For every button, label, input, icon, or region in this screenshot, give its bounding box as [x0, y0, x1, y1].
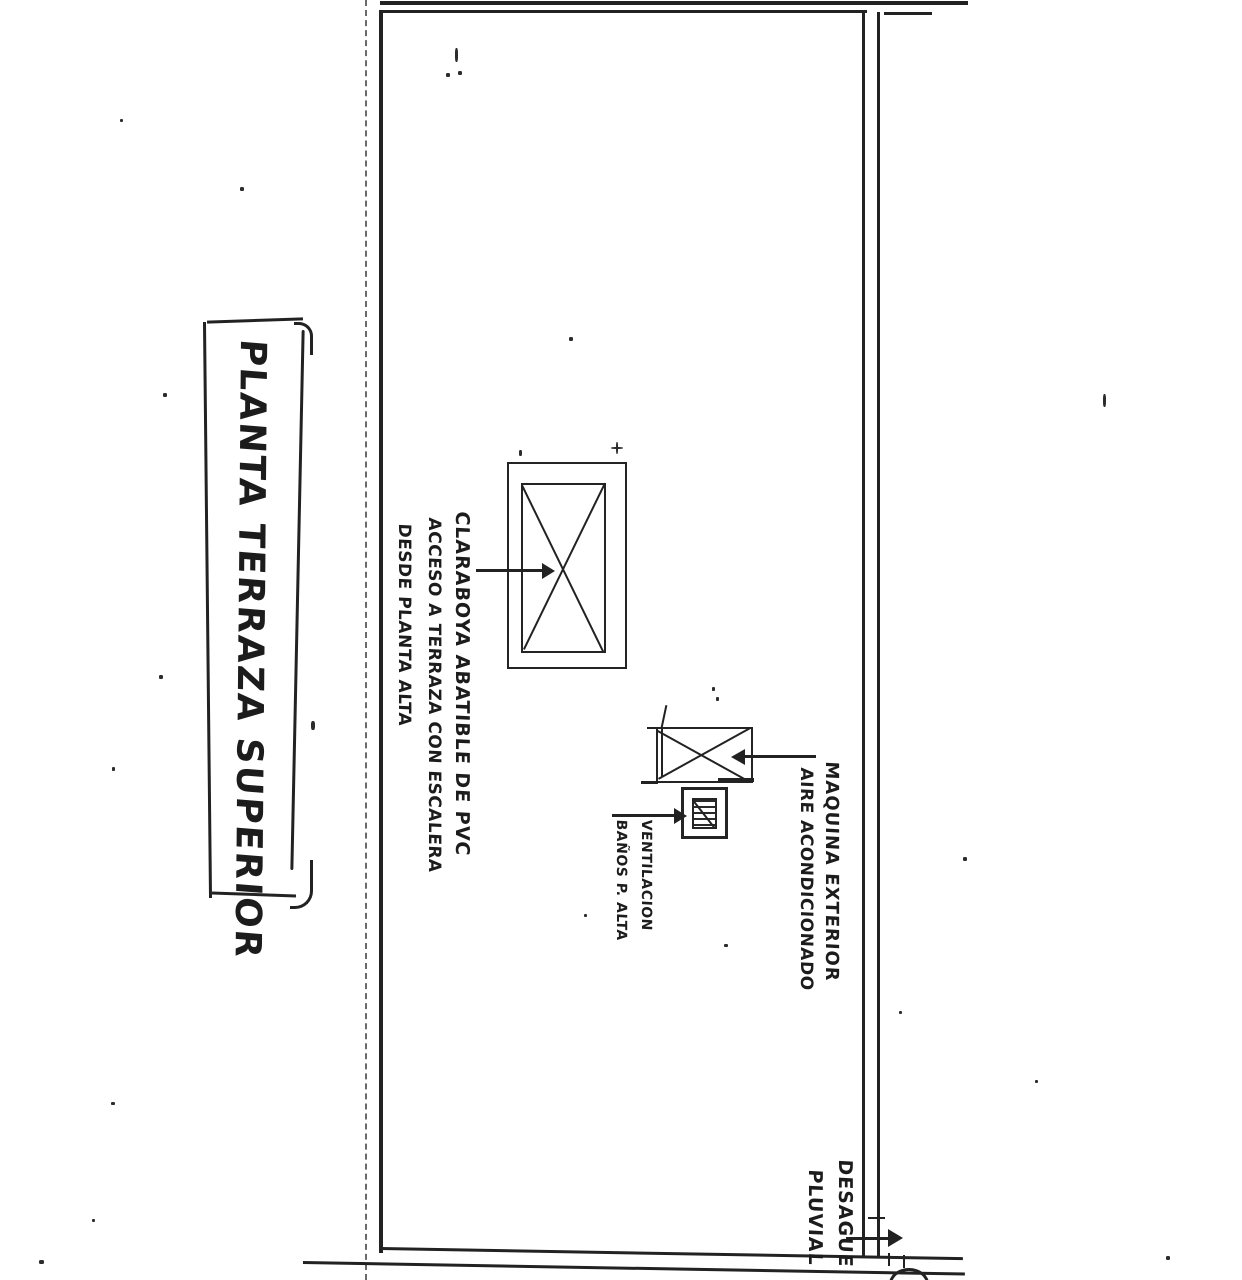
wall-line-bottom-outer	[303, 1261, 965, 1276]
drain-outlet-circle	[889, 1268, 929, 1280]
vent-arrow-shaft	[612, 814, 678, 817]
scan-speck	[446, 73, 450, 77]
scan-speck	[963, 857, 967, 861]
scan-speck	[163, 393, 167, 397]
title-box-left-edge	[203, 322, 212, 898]
page-fold-line-left	[365, 0, 367, 1280]
scan-speck	[311, 721, 315, 730]
scan-speck	[716, 697, 719, 701]
drain-label-line-2: PLUVIAL	[804, 1168, 826, 1267]
vent-arrow-head-icon	[674, 808, 687, 824]
scan-speck	[569, 337, 573, 341]
wall-line-right-inner	[862, 12, 865, 1258]
scan-speck	[112, 767, 115, 771]
scan-speck	[519, 450, 522, 456]
ac-unit-bottom-left-extension	[641, 781, 658, 784]
scan-speck	[240, 187, 244, 191]
scan-speck	[616, 442, 618, 454]
ac-label-line-2: AIRE ACONDICIONADO	[796, 766, 816, 992]
drain-wall-tick	[868, 1217, 885, 1219]
ac-arrow-head-icon	[731, 749, 745, 765]
drain-bottom-tick-1	[888, 1253, 890, 1266]
skylight-arrow-shaft	[476, 569, 544, 572]
scan-speck	[458, 71, 462, 75]
wall-line-top-inner	[380, 10, 867, 13]
wall-line-top-right-segment	[884, 12, 932, 15]
drain-bottom-tick-2	[903, 1255, 905, 1268]
skylight-label-line-2: ACCESO A TERRAZA CON ESCALERA	[424, 516, 444, 874]
title-box-top-right-curl	[294, 322, 313, 355]
scan-speck	[1166, 1256, 1170, 1260]
title-box-bottom-right-curl	[290, 860, 313, 909]
ac-unit-left-double-edge	[661, 729, 663, 777]
scan-speck	[1035, 1080, 1038, 1083]
scan-speck	[724, 944, 728, 947]
scan-speck	[159, 675, 163, 679]
vent-label-line-1: VENTILACION	[638, 819, 654, 932]
scan-speck	[111, 1102, 115, 1105]
scan-speck	[584, 914, 587, 917]
scan-speck	[39, 1260, 44, 1264]
skylight-arrow-head-icon	[542, 563, 555, 579]
wall-line-left-main	[379, 10, 383, 1253]
wall-line-right-outer	[877, 12, 880, 1258]
ac-unit-corner-tick	[661, 705, 668, 728]
drain-label-line-1: DESAGUE	[834, 1158, 856, 1269]
scan-speck	[899, 1011, 902, 1014]
wall-line-top-outer	[380, 1, 968, 5]
wall-line-bottom-inner	[380, 1247, 963, 1260]
drain-arrow-head-icon	[888, 1229, 903, 1247]
title-box-right-edge	[290, 330, 304, 870]
title-box-top-edge	[207, 317, 303, 323]
skylight-label-line-3: DESDE PLANTA ALTA	[394, 522, 414, 727]
scan-speck	[120, 119, 123, 122]
scan-speck	[611, 447, 623, 449]
scan-speck	[92, 1219, 95, 1222]
scan-speck	[455, 48, 458, 62]
scan-speck	[712, 687, 715, 691]
ac-unit-top-extension	[647, 727, 657, 729]
page-title: PLANTA TERRAZA SUPERIOR	[226, 337, 273, 961]
vent-label-line-2: BAÑOS P. ALTA	[613, 819, 629, 942]
scan-speck	[1103, 394, 1106, 407]
ac-label-line-1: MAQUINA EXTERIOR	[821, 760, 842, 983]
ac-arrow-shaft	[744, 755, 816, 758]
skylight-label-line-1: CLARABOYA ABATIBLE DE PVC	[451, 510, 473, 857]
